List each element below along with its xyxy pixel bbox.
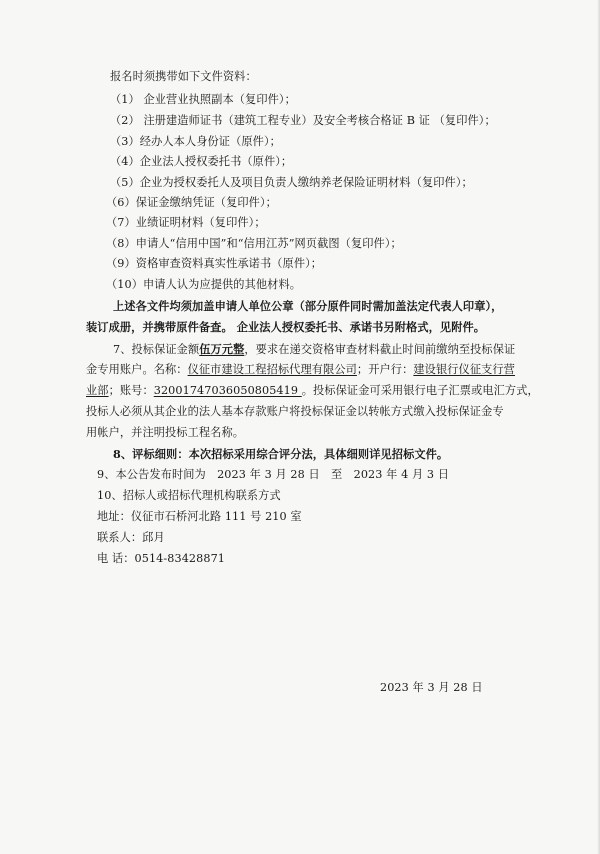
phone-text: 电 话：0514-83428871 [97,552,226,565]
deposit-bank-label: ；开户行： [356,363,414,376]
seal-note-line-2: 装订成册，并携带原件备查。 企业法人授权委托书、承诺书另附格式，见附件。 [86,320,486,334]
deposit-account-no-label: ；账号： [108,384,154,397]
deposit-line-1 [113,342,515,357]
intro-text: 报名时须携带如下文件资料： [110,70,257,83]
list-item: （4）企业法人授权委托书（原件）； [110,155,293,168]
list-item: （2） 注册建造师证书（建筑工程专业）及安全考核合格证 B 证 （复印件）； [110,114,496,127]
deposit-account-name: 仪征市建设工程招标代理有限公司 [187,363,357,376]
deposit-bank-name: 建设银行仪征支行营 [413,363,515,376]
deposit-suffix: ，要求在递交资格审查材料截止时间前缴纳至投标保证 [244,343,516,356]
seal-note-line-1: 上述各文件均须加盖申请人单位公章（部分原件同时需加盖法定代表人印章）， [113,299,503,313]
deposit-line-4: 投标人必须从其企业的法人基本存款账户将投标保证金以转帐方式缴入投标保证金专 [86,405,504,418]
scoring-text: 8、评标细则：本次招标采用综合评分法，具体细则详见招标文件。 [113,447,449,461]
deposit-line-3 [86,384,539,398]
list-item: （6）保证金缴纳凭证（复印件）； [106,196,277,209]
deposit-line-5: 用帐户，并注明投标工程名称。 [86,426,245,439]
list-item: （9）资格审查资料真实性承诺书（原件）； [106,257,323,270]
deposit-bank-name-cont: 业部 [86,384,109,397]
list-item: （7）业绩证明材料（复印件）； [106,216,266,229]
deposit-account-label: 金专用账户。名称： [86,363,188,376]
deposit-prefix: 7、投标保证金额 [113,343,200,356]
document-date: 2023 年 3 月 28 日 [380,681,483,694]
deposit-account-number: 32001747036050805419 [153,384,302,397]
list-item: （8）申请人“信用中国”和“信用江苏”网页截图（复印件）； [106,237,402,250]
period-text: 9、本公告发布时间为 2023 年 3 月 28 日 至 2023 年 4 月 3 日 [97,468,450,481]
deposit-method-text: 。投标保证金可采用银行电子汇票或电汇方式， [301,384,539,397]
list-item: （3）经办人本人身份证（原件）； [110,135,281,148]
list-item: （10）申请人认为应提供的其他材料。 [106,278,302,291]
deposit-line-2 [86,363,515,377]
list-item: （5）企业为授权委托人及项目负责人缴纳养老保险证明材料（复印件）； [110,176,473,189]
address-text: 地址：仪征市石桥河北路 111 号 210 室 [97,510,302,523]
list-item: （1） 企业营业执照副本（复印件）； [110,93,296,106]
deposit-amount: 伍万元整 [199,342,245,356]
contact-heading: 10、招标人或招标代理机构联系方式 [97,489,281,502]
contact-person: 联系人：邱月 [97,531,165,544]
